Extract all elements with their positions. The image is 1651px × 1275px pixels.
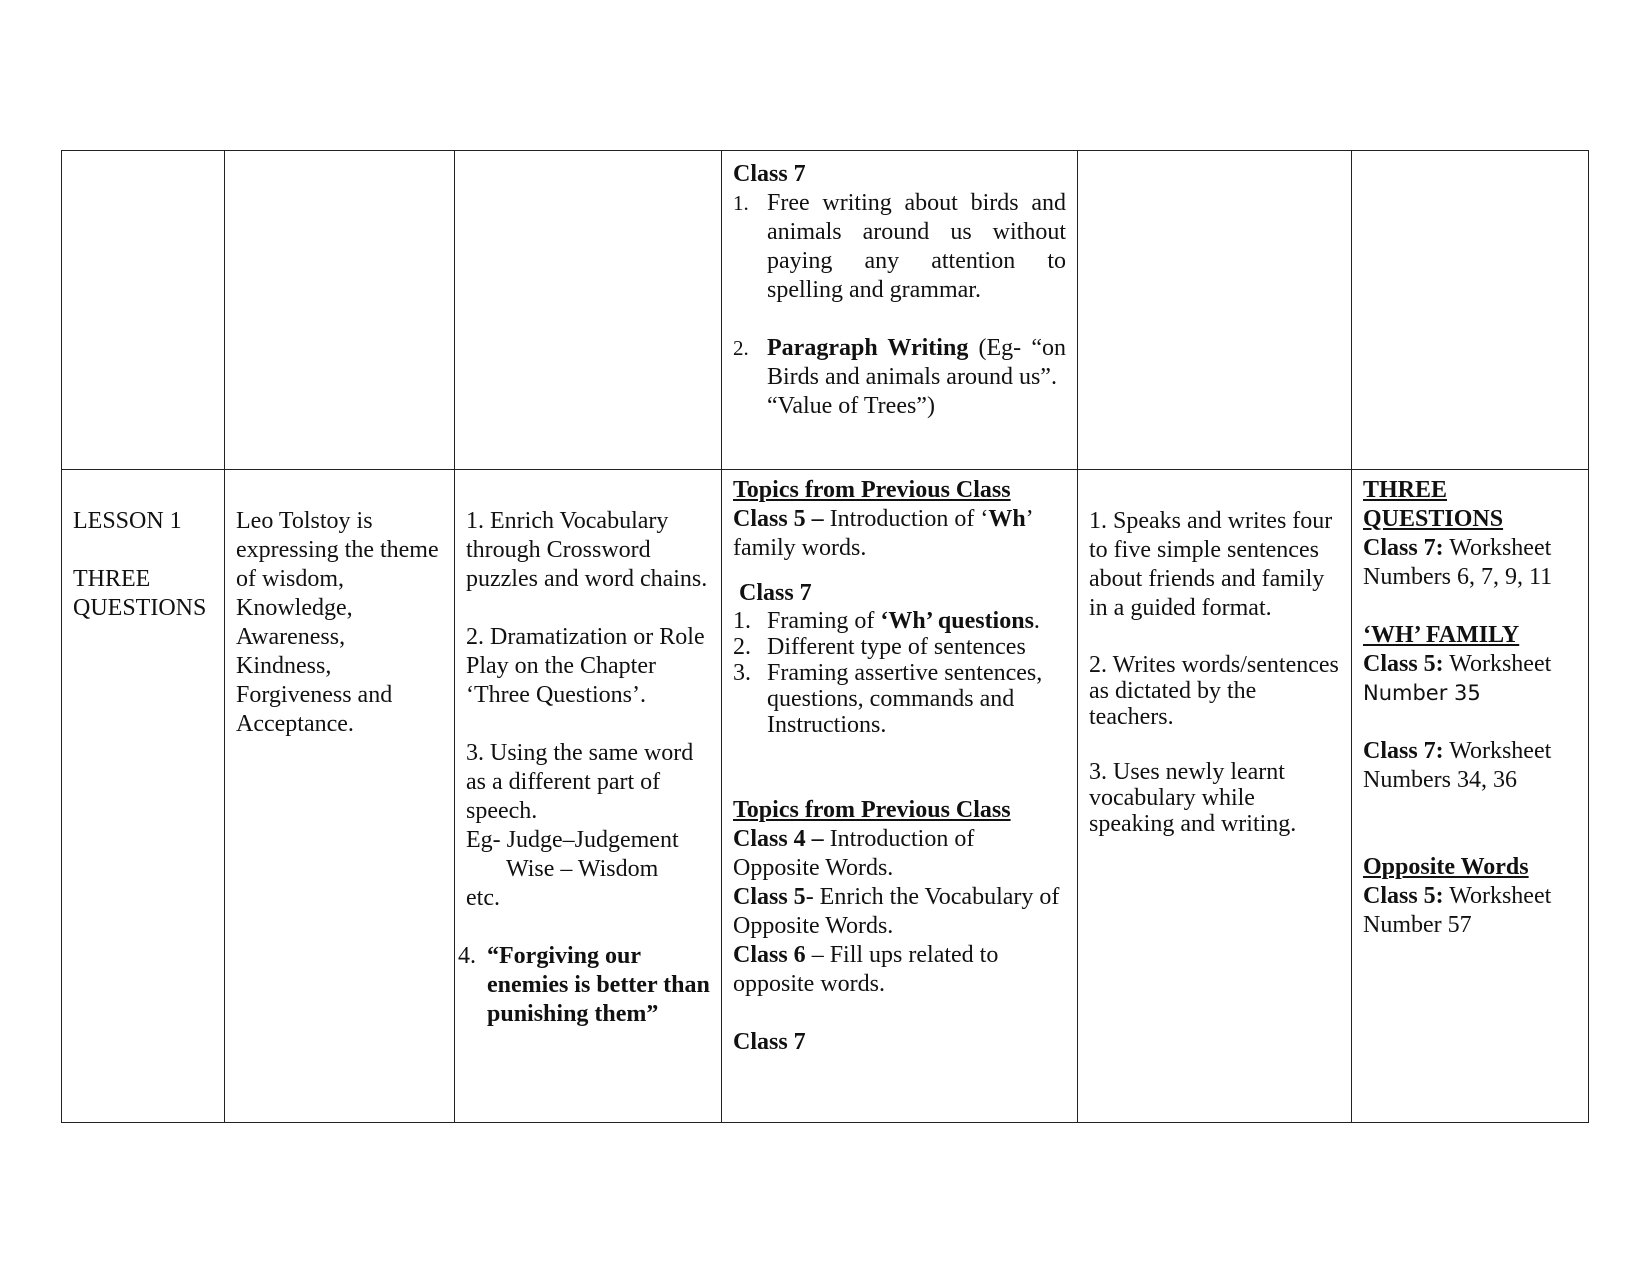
activity-3-example-2: Wise – Wisdom [506,856,659,882]
outcome-2: 2. Writes words/sentences as dictated by the teachers. [1089,652,1339,730]
resources-cell [1352,470,1589,1123]
resource-heading-2: ‘WH’ FAMILY [1363,622,1520,648]
topics-heading: Topics from Previous Class [733,477,1011,503]
activity-3: 3. Using the same word as a different part of speech. [466,740,694,824]
resource-item: Class 7: Worksheet Numbers 34, 36 [1363,738,1552,793]
table-row [62,151,1589,470]
lesson-number: LESSON 1 [73,508,182,534]
activity-1: 1. Enrich Vocabulary through Crossword puzzles and word chains. [466,508,708,592]
writing-list [733,189,1066,421]
resource-number: Number 35 [1363,681,1481,705]
activity-3-etc: etc. [466,885,500,911]
resource-heading-3: Opposite Words [1363,854,1529,880]
topics-heading-2: Topics from Previous Class [733,797,1011,823]
activity-2: 2. Dramatization or Role Play on the Chapter ‘Three Questions’. [466,624,705,708]
resource-heading: THREE QUESTIONS [1363,477,1504,532]
topic-class5: Class 5 – Introduction of ‘Wh’ family words. [733,506,1032,561]
resource-item: Class 5: Worksheet Number 57 [1363,883,1552,938]
activity-4-quote: “Forgiving our enemies is better than punishing them” [487,943,710,1027]
outcome-3: 3. Uses newly learnt vocabulary while speaking and writing. [1089,759,1297,837]
empty-cell [1078,151,1352,470]
class-heading: Class 7 [733,161,806,187]
activities-cell [455,470,722,1123]
lesson-plan-table [61,150,1589,1123]
lesson-cell [62,470,225,1123]
theme-cell [225,470,455,1123]
empty-cell [225,151,455,470]
lesson-title: THREE [73,566,151,592]
list-item: 1. Free writing about birds and animals around us without paying any attention to spelling and grammar. [733,190,1066,303]
lesson-title-2: QUESTIONS [73,595,207,621]
list-item: 1. Framing of ‘Wh’ questions. [733,608,1040,634]
class-heading: Class 7 [739,580,812,606]
empty-cell [62,151,225,470]
activity-3-example: Eg- Judge–Judgement [466,827,679,853]
empty-cell [1352,151,1589,470]
topic-class5-opposites: Class 5- Enrich the Vocabulary of Opposite Words. [733,884,1060,939]
theme-text: Leo Tolstoy is expressing the theme of wisdom, Knowledge, Awareness, Kindness, Forgiveness and Acceptance. [236,508,439,737]
table-row [62,470,1589,1123]
topics-list [733,608,1066,738]
list-item: 2. Different type of sentences [733,634,1026,660]
outcome-1: 1. Speaks and writes four to five simple sentences about friends and family in a guided format. [1089,508,1333,621]
outcomes-cell [1078,470,1352,1123]
list-item: 2. Paragraph Writing (Eg- “on Birds and animals around us”. “Value of Trees”) [733,335,1067,419]
resource-item: Class 5: Worksheet [1363,651,1552,677]
topic-class6: Class 6 – Fill ups related to opposite words. [733,942,999,997]
writing-cell [722,151,1078,470]
class-heading: Class 7 [733,1029,806,1055]
activity-4: 4. “Forgiving our enemies is better than punishing them” [458,943,710,1027]
topic-class4: Class 4 – Introduction of Opposite Words. [733,826,975,881]
resource-item: Class 7: Worksheet Numbers 6, 7, 9, 11 [1363,535,1553,590]
topics-cell [722,470,1078,1123]
empty-cell [455,151,722,470]
list-item: 3. Framing assertive sentences, questions, commands and Instructions. [733,660,1043,738]
